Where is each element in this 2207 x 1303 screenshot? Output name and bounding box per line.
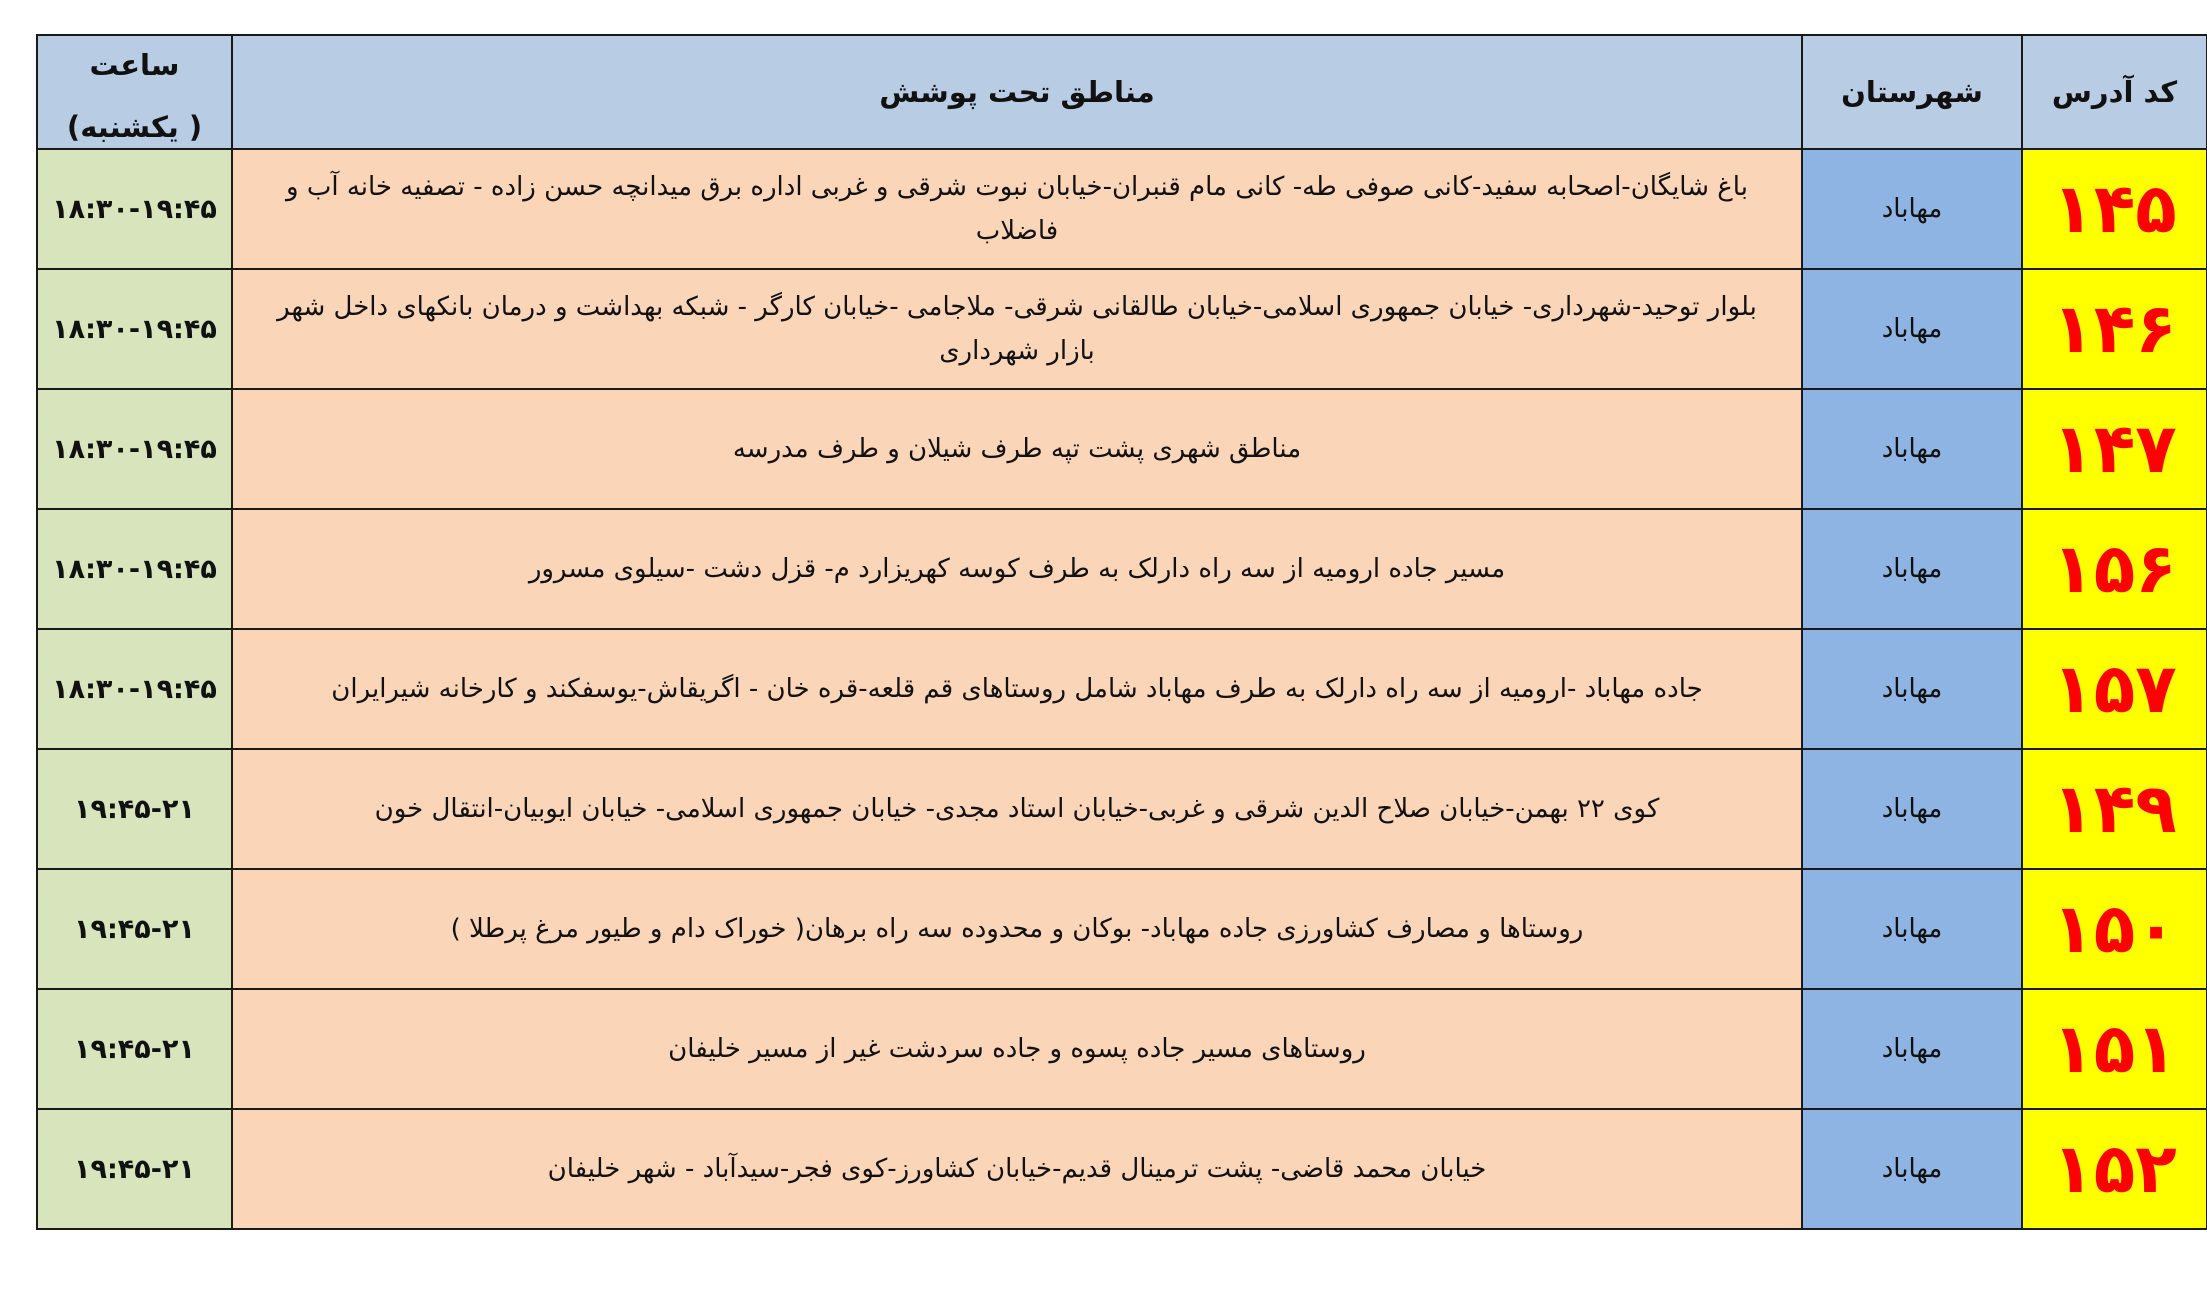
areas-cell: خیابان محمد قاضی- پشت ترمینال قدیم-خیابان کشاورز-کوی فجر-سیدآباد - شهر خلیفان (232, 1109, 1802, 1229)
time-cell: ۱۹:۴۵-۲۱ (37, 989, 232, 1109)
table-row (37, 389, 2207, 509)
address-code-cell: ۱۵۶ (2022, 509, 2207, 629)
areas-column-header: مناطق تحت پوشش (232, 35, 1802, 149)
table-row (37, 869, 2207, 989)
city-cell: مهاباد (1802, 869, 2022, 989)
address-code-cell: ۱۴۶ (2022, 269, 2207, 389)
city-cell: مهاباد (1802, 149, 2022, 269)
address-code-cell: ۱۴۵ (2022, 149, 2207, 269)
time-cell: ۱۹:۴۵-۲۱ (37, 869, 232, 989)
time-header-day: (یکشنبه ) (66, 110, 203, 144)
address-code-cell: ۱۵۲ (2022, 1109, 2207, 1229)
areas-cell: روستاها و مصارف کشاورزی جاده مهاباد- بوکان و محدوده سه راه برهان( خوراک دام و طیور مرغ پرطلا ) (232, 869, 1802, 989)
city-cell: مهاباد (1802, 509, 2022, 629)
city-cell: مهاباد (1802, 629, 2022, 749)
city-cell: مهاباد (1802, 269, 2022, 389)
time-cell: ۱۸:۳۰-۱۹:۴۵ (37, 149, 232, 269)
areas-cell: باغ شایگان-اصحابه سفید-کانی صوفی طه- کانی مام قنبران-خیابان نبوت شرقی و غربی اداره برق میدانچه حسن زاده - تصفیه خانه آب و فاضلاب (232, 149, 1802, 269)
time-cell: ۱۸:۳۰-۱۹:۴۵ (37, 629, 232, 749)
header-row (37, 35, 2207, 149)
time-cell: ۱۸:۳۰-۱۹:۴۵ (37, 509, 232, 629)
areas-cell: روستاهای مسیر جاده پسوه و جاده سردشت غیر از مسیر خلیفان (232, 989, 1802, 1109)
areas-cell: مسیر جاده ارومیه از سه راه دارلک به طرف کوسه کهریزارد م- قزل دشت -سیلوی مسرور (232, 509, 1802, 629)
table-row (37, 509, 2207, 629)
time-cell: ۱۸:۳۰-۱۹:۴۵ (37, 389, 232, 509)
table-row (37, 149, 2207, 269)
outage-schedule-table (36, 34, 2207, 1230)
areas-cell: مناطق شهری پشت تپه طرف شیلان و طرف مدرسه (232, 389, 1802, 509)
city-cell: مهاباد (1802, 1109, 2022, 1229)
time-header-label: ساعت (89, 48, 180, 82)
city-cell: مهاباد (1802, 749, 2022, 869)
city-cell: مهاباد (1802, 989, 2022, 1109)
time-cell: ۱۸:۳۰-۱۹:۴۵ (37, 269, 232, 389)
city-cell: مهاباد (1802, 389, 2022, 509)
address-code-cell: ۱۵۱ (2022, 989, 2207, 1109)
areas-cell: کوی ۲۲ بهمن-خیابان صلاح الدین شرقی و غربی-خیابان استاد مجدی- خیابان جمهوری اسلامی- خیابان ایوبیان-انتقال خون (232, 749, 1802, 869)
time-column-header (37, 35, 232, 149)
areas-cell: جاده مهاباد -ارومیه از سه راه دارلک به طرف مهاباد شامل روستاهای قم قلعه-قره خان - اگریقاش-یوسفکند و کارخانه شیرایران (232, 629, 1802, 749)
address-code-cell: ۱۵۷ (2022, 629, 2207, 749)
city-column-header: شهرستان (1802, 35, 2022, 149)
time-cell: ۱۹:۴۵-۲۱ (37, 749, 232, 869)
areas-cell: بلوار توحید-شهرداری- خیابان جمهوری اسلامی-خیابان طالقانی شرقی- ملاجامی -خیابان کارگر - شبکه بهداشت و درمان بانکهای داخل شهر بازار شهرداری (232, 269, 1802, 389)
table-row (37, 1109, 2207, 1229)
table-row (37, 749, 2207, 869)
address-code-cell: ۱۵۰ (2022, 869, 2207, 989)
address-code-cell: ۱۴۹ (2022, 749, 2207, 869)
address-code-cell: ۱۴۷ (2022, 389, 2207, 509)
time-cell: ۱۹:۴۵-۲۱ (37, 1109, 232, 1229)
table-row (37, 269, 2207, 389)
table-row (37, 989, 2207, 1109)
code-column-header: کد آدرس (2022, 35, 2207, 149)
table-row (37, 629, 2207, 749)
